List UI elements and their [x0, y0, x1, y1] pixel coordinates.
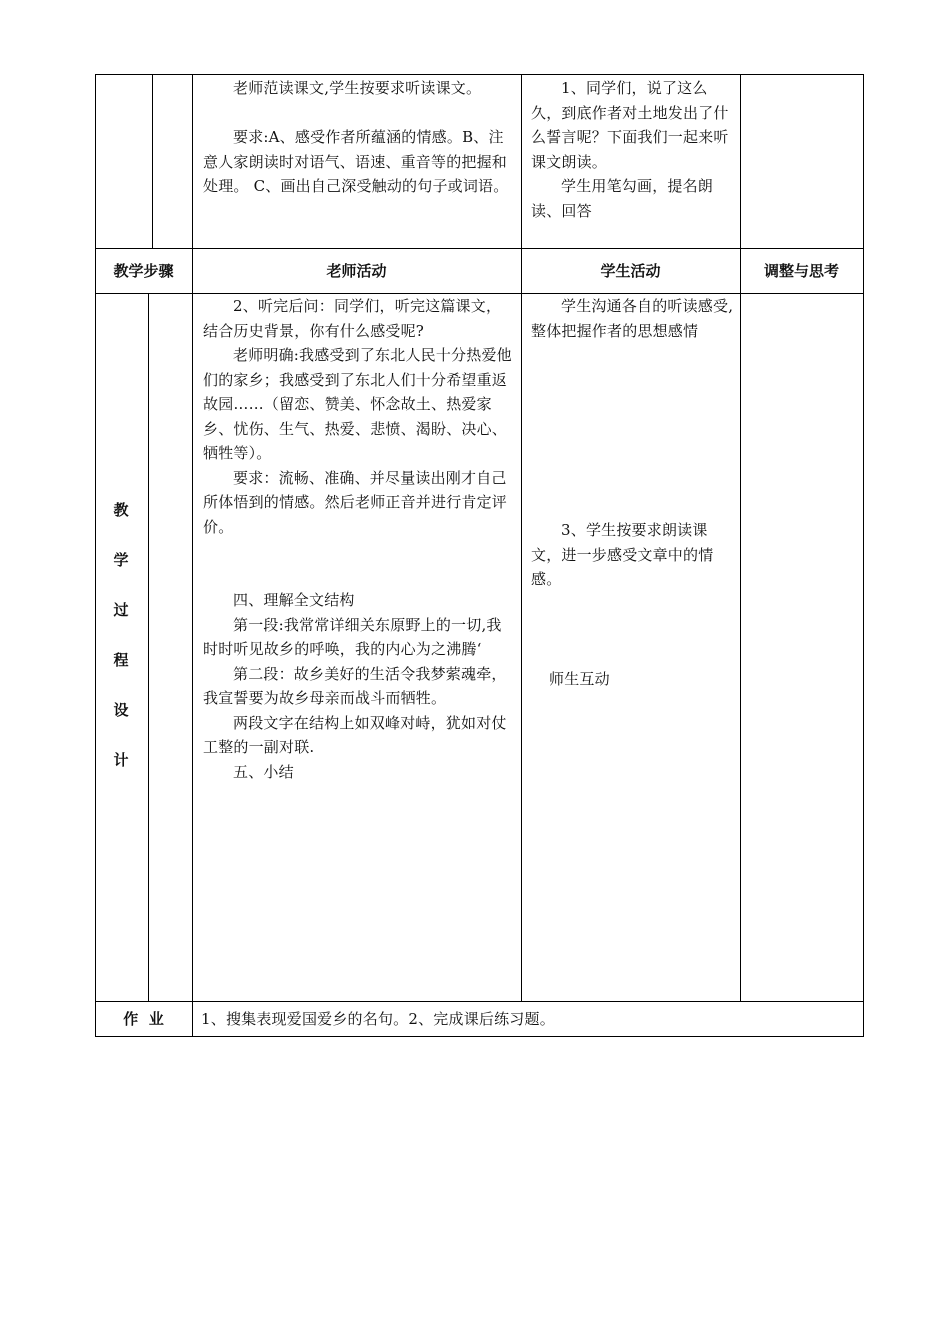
header-steps: 教学步骤: [113, 262, 174, 280]
process-label-char: 设: [113, 701, 129, 719]
student-feedback: 学生沟通各自的听读感受,整体把握作者的思想感情: [531, 297, 734, 340]
process-label-char: 教: [113, 501, 129, 519]
process-teacher-cell: [203, 294, 514, 784]
top-teacher-cell: [203, 76, 513, 199]
table-border-bottom: [95, 1036, 864, 1037]
teacher-clarify: 老师明确:我感受到了东北人民十分热爱他们的家乡；我感受到了东北人们十分希望重返故园……（留恋、赞美、怀念故土、热爱家乡、忧伤、生气、热爱、悲愤、渴盼、决心、牺牲等）。: [203, 346, 512, 462]
header-student-activity: 学生活动: [600, 262, 661, 280]
header-teacher-activity: 老师活动: [326, 262, 387, 280]
student-interaction-text: 师生互动: [549, 670, 610, 688]
header-row-top-border: [95, 248, 864, 249]
student-read-aloud: [531, 518, 734, 592]
process-student-cell: [531, 294, 734, 343]
student-read-aloud-text: 3、学生按要求朗读课文，进一步感受文章中的情感。: [531, 521, 714, 588]
process-label-char: 计: [113, 751, 129, 769]
structure-comparison: 两段文字在结构上如双峰对峙，犹如对仗工整的一副对联.: [203, 713, 507, 756]
top-student-cell: [531, 76, 734, 223]
table-border-left: [95, 74, 96, 1037]
table-border-right: [863, 74, 864, 1037]
section-structure-heading: 四、理解全文结构: [233, 591, 355, 609]
structure-paragraph-one: 第一段:我常常详细关东原野上的一切,我时时听见故乡的呼唤，我的内心为之沸腾‘: [203, 615, 502, 658]
process-design-label: [101, 500, 141, 800]
teacher-question: 2、听完后问：同学们，听完这篇课文，结合历史背景，你有什么感受呢?: [203, 297, 502, 340]
table-border-top: [95, 74, 864, 75]
teacher-col-border-right: [521, 74, 522, 1001]
process-label-char: 程: [113, 651, 129, 669]
process-row-bottom-border: [95, 1001, 864, 1002]
process-label-char: 学: [113, 551, 129, 569]
student-col-border-right: [740, 74, 741, 1001]
header-adjust-reflect: 调整与思考: [763, 262, 839, 280]
structure-paragraph-two: 第二段：故乡美好的生活令我梦萦魂牵，我宣誓要为故乡母亲而战斗而牺牲。: [203, 664, 507, 707]
teacher-requirement: 要求：流畅、准确、并尽量读出刚才自己所体悟到的情感。然后老师正音并进行肯定评价。: [203, 468, 508, 536]
step-subcol-border-process: [148, 293, 149, 1001]
student-interaction: [549, 667, 729, 692]
top-teacher-paragraph: 老师范读课文,学生按要求听读课文。: [233, 79, 482, 97]
section-summary-heading: 五、小结: [233, 762, 294, 781]
homework-label: 作 业: [123, 1010, 164, 1028]
process-label-char: 过: [113, 601, 129, 619]
step-subcol-border-top: [152, 74, 153, 248]
teacher-col-border-left: [192, 74, 193, 1037]
top-teacher-requirement: 要求:A、感受作者所蕴涵的情感。B、注意人家朗读时对语气、语速、重音等的把握和处理。 C、画出自己深受触动的句子或词语。: [203, 128, 509, 195]
homework-content: 1、搜集表现爱国爱乡的名句。2、完成课后练习题。: [201, 1010, 555, 1028]
top-student-activity: 学生用笔勾画，提名朗读、回答: [531, 177, 714, 220]
top-student-paragraph: 1、同学们，说了这么久，到底作者对土地发出了什么誓言呢？下面我们一起来听课文朗读。: [531, 79, 729, 171]
